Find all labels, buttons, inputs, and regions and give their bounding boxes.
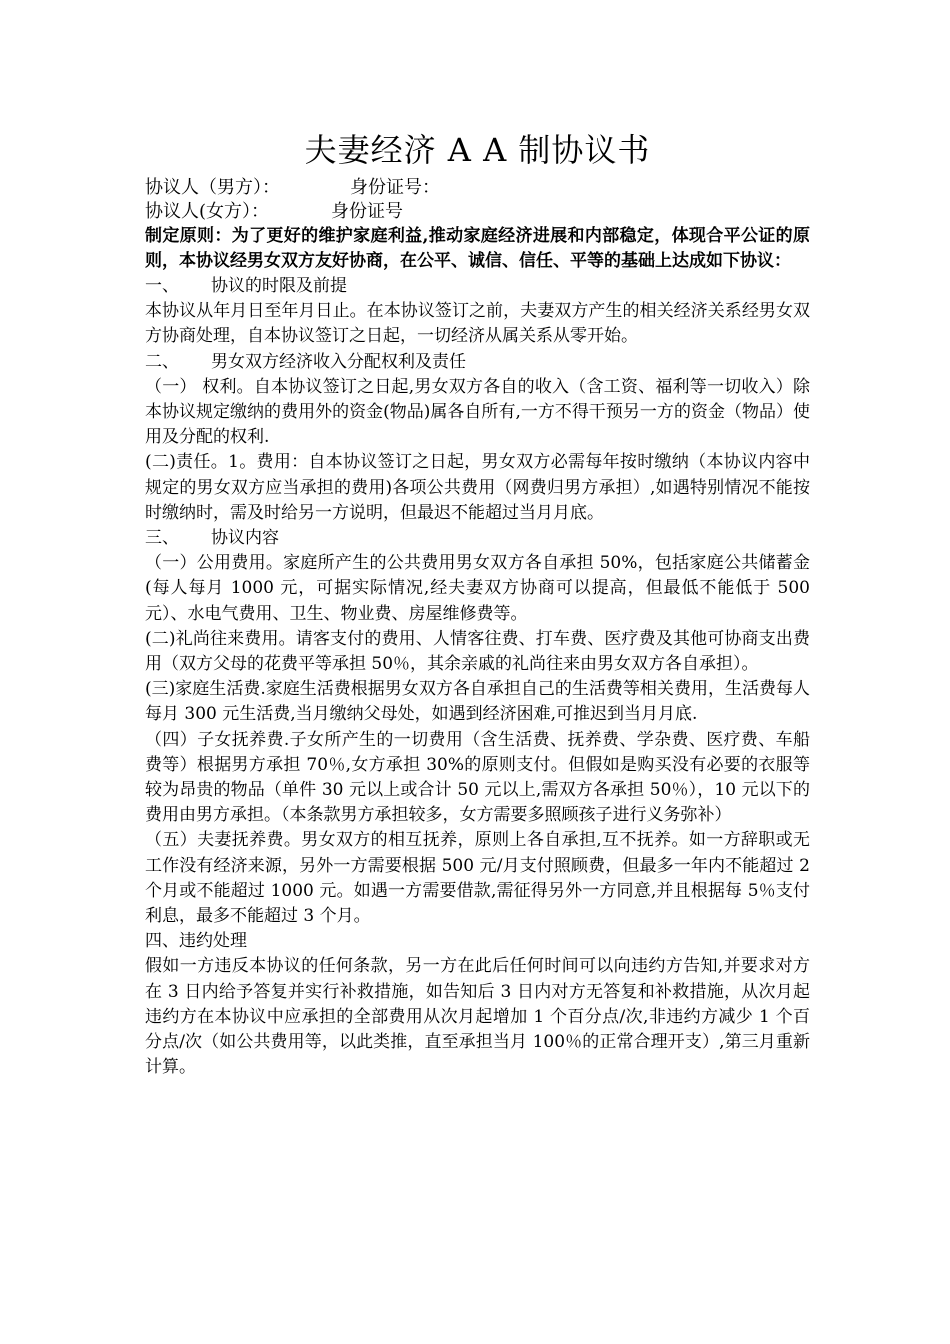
section-1-paragraph: 本协议从年月日至年月日止。在本协议签订之前，夫妻双方产生的相关经济关系经男女双方协商处理，自本协议签订之日起，一切经济从属关系从零开始。 — [145, 301, 810, 347]
section-3-paragraph-child-fees: （四）子女抚养费.子女所产生的一切费用（含生活费、抚养费、学杂费、医疗费、车船费等）根据男方承担 70％,女方承担 30%的原则支付。但假如是购买没有必要的衣服等较为昂贵的物品（单件 30 元以上或合计 50 元以上,需双方各承担 50％），10 元以下的费用由男方承担。（本条款男方承担较多，女方需要多照顾孩子进行义务弥补） — [145, 729, 810, 826]
section-2-number: 二、 — [145, 351, 179, 372]
agreement-document — [145, 128, 810, 1081]
section-2-heading — [145, 350, 810, 375]
section-4-paragraph: 假如一方违反本协议的任何条款，另一方在此后任何时间可以向违约方告知,并要求对方在 3 日内给予答复并实行补救措施，如告知后 3 日内对方无答复和补救措施，从次月起违约方在本协议中应承担的全部费用从次月起增加 1 个百分点/次,非违约方减少 1 个百分点/次（如公共费用等，以此类推，直至承担当月 100％的正常合理开支）,第三月重新计算。 — [145, 956, 810, 1078]
section-2-paragraph-duties: (二)责任。1。费用：自本协议签订之日起，男女双方必需每年按时缴纳（本协议内容中规定的男女双方应当承担的费用)各项公共费用（网费归男方承担）,如遇特别情况不能按时缴纳时，需及时给另一方说明，但最迟不能超过当月月底。 — [145, 452, 810, 523]
section-3-number: 三、 — [145, 528, 179, 549]
section-3-paragraph-public-fees: （一）公用费用。家庭所产生的公共费用男女双方各自承担 50%，包括家庭公共储蓄金(每人每月 1000 元，可据实际情况,经夫妻双方协商可以提高，但最低不能低于 500 元）、水电气费用、卫生、物业费、房屋维修费等。 — [145, 553, 810, 624]
male-party-label: 协议人（男方）： — [145, 177, 280, 198]
section-2-paragraph-rights: （一） 权利。自本协议签订之日起,男女双方各自的收入（含工资、福利等一切收入）除本协议规定缴纳的费用外的资金(物品)属各自所有,一方不得干预另一方的资金（物品）使用及分配的权利. — [145, 376, 810, 448]
female-party-label: 协议人(女方）： — [145, 201, 270, 222]
document-title: 夫妻经济 A A 制协议书 — [304, 131, 651, 169]
male-id-label: 身份证号： — [350, 177, 440, 198]
section-1-title: 协议的时限及前提 — [211, 276, 347, 296]
section-3-title: 协议内容 — [211, 528, 279, 549]
male-party-line — [145, 176, 810, 200]
section-3-heading — [145, 526, 810, 551]
principle-paragraph: 制定原则：为了更好的维护家庭利益,推动家庭经济进展和内部稳定，体现合平公证的原则，本协议经男女双方友好协商，在公平、诚信、信任、平等的基础上达成如下协议： — [145, 226, 810, 271]
section-1-heading — [145, 274, 810, 299]
section-4-heading: 四、违约处理 — [145, 931, 247, 952]
section-1-number: 一、 — [145, 276, 179, 296]
female-id-label: 身份证号 — [331, 201, 404, 222]
female-party-line — [145, 200, 810, 224]
section-3-paragraph-social-fees: (二)礼尚往来费用。请客支付的费用、人情客往费、打车费、医疗费及其他可协商支出费用（双方父母的花费平等承担 50％，其余亲戚的礼尚往来由男女双方各自承担）。 — [145, 628, 810, 675]
section-2-title: 男女双方经济收入分配权利及责任 — [211, 351, 466, 372]
section-3-paragraph-living-fees: (三)家庭生活费.家庭生活费根据男女双方各自承担自己的生活费等相关费用，生活费每人每月 300 元生活费,当月缴纳父母处，如遇到经济困难,可推迟到当月月底. — [145, 679, 810, 725]
section-3-paragraph-spouse-support: （五）夫妻抚养费。男女双方的相互抚养，原则上各自承担,互不抚养。如一方辞职或无工作没有经济来源，另外一方需要根据 500 元/月支付照顾费，但最多一年内不能超过 2 个月或不能超过 1000 元。如遇一方需要借款,需征得另外一方同意,并且根据每 5％支付利息，最多不能超过 3 个月。 — [145, 830, 810, 927]
